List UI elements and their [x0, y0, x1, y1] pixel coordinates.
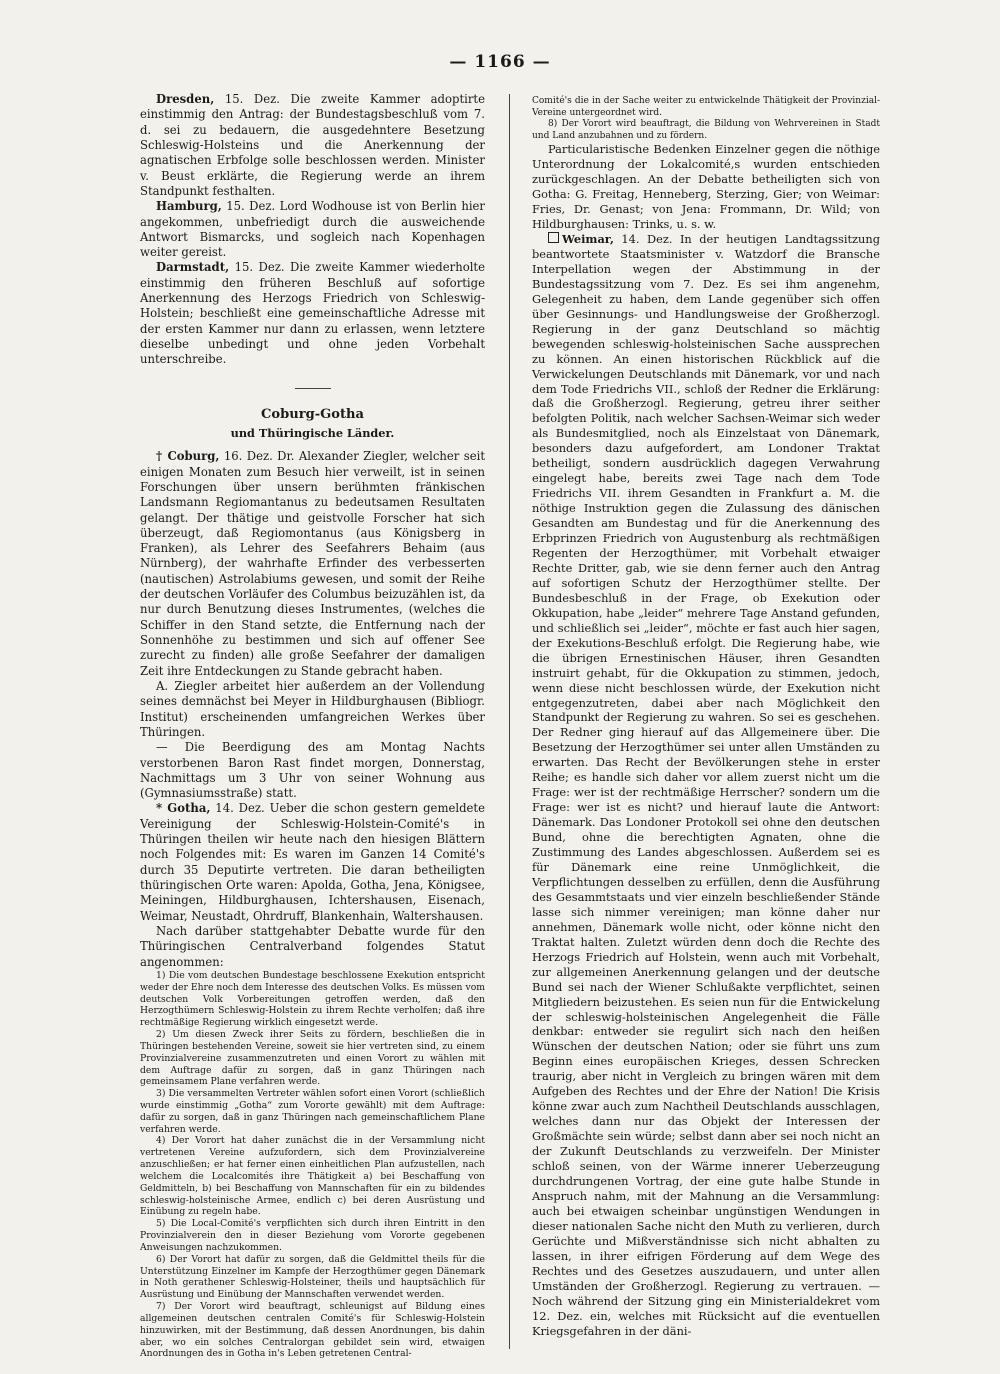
- dateline-dresden: Dresden,: [156, 92, 215, 106]
- statut-item-8: 8) Der Vorort wird beauftragt, die Bildung von Wehrvereinen in Stadt und Land anzubahnen und zu fördern.: [532, 119, 880, 141]
- dateline-darmstadt: Darmstadt,: [156, 260, 230, 275]
- statut-item-6: 6) Der Vorort hat dafür zu sorgen, daß die Geldmittel theils für die Unterstützung Einzelner im Kampfe der Herzogthümer gegen Dänemark in Noth gerathener Schleswig-Holsteiner, theils und hauptsächlich für Ausrüstung und Einübung der Mannschaften verwendet werden.: [140, 1253, 485, 1301]
- page-number: — 1166 —: [449, 52, 551, 72]
- article-coburg: [140, 449, 485, 679]
- dateline-hamburg: Hamburg,: [156, 199, 222, 214]
- statut-item-5: 5) Die Local-Comité's verpflichten sich durch ihren Eintritt in den Provinzialverein den in dieser Beziehung vom Vororte gegebenen Anweisungen nachzukommen.: [140, 1218, 485, 1253]
- statut-item-2: 2) Um diesen Zweck ihrer Seits zu fördern, beschließen die in Thüringen bestehenden Vereine, soweit sie hier vertreten sind, zu einem Provinzialvereine zusammenzutreten und einen Vorort zu wählen mit dem Auftrage dafür zu sorgen, daß in ganz Thüringen nach gemeinsamem Plane verfahren werde.: [140, 1029, 485, 1088]
- article-darmstadt-text: 15. Dez. Die zweite Kammer wiederholte einstimmig den früheren Beschluß auf sofortige Anerkennung des Herzogs Friedrich von Schleswig-Holstein; beschließt eine gemeinschaftliche Adresse mit der ersten Kammer nur dann zu erlassen, wenn letztere dieselbe unbedingt und ohne jeden Vorbehalt unterschreibe.: [140, 260, 485, 367]
- left-column: [140, 92, 485, 1360]
- section-divider: [295, 388, 331, 389]
- statut-item-7: 7) Der Vorort wird beauftragt, schleunigst auf Bildung eines allgemeinen deutschen centralen Comité's für Schleswig-Holstein hinzuwirken, mit der Bestimmung, daß dessen Anordnungen, bis dahin aber, wo ein solches Centralorgan gebildet sein wird, etwaigen Anordnungen des in Gotha in's Leben getretenen Central-: [140, 1301, 485, 1360]
- statut-item-1: 1) Die vom deutschen Bundestage beschlossene Exekution entspricht weder der Ehre noch dem Interesse des deutschen Volks. Es müssen vom deutschen Volk Vorbereitungen getroffen werden, daß den Herzogthümern Schleswig-Holstein zu ihrem Rechte verholfen; daß ihre rechtmäßige Regierung wirklich eingesetzt werde.: [140, 969, 485, 1029]
- dateline-weimar: Weimar,: [562, 231, 614, 246]
- section-subtitle: und Thüringische Länder.: [230, 425, 395, 440]
- dateline-gotha: * Gotha,: [156, 801, 211, 816]
- article-hamburg: [140, 199, 485, 260]
- article-statut-intro: Nach darüber stattgehabter Debatte wurde für den Thüringischen Centralverband folgendes Statut angenommen:: [140, 923, 485, 969]
- column-rule: [509, 94, 510, 1349]
- article-hamburg-text: 15. Dez. Lord Wodhouse ist von Berlin hier angekommen, unbefriedigt durch die ausweichende Antwort Bismarcks, und sogleich nach Kopenhagen weiter gereist.: [140, 199, 485, 260]
- article-gotha-text: 14. Dez. Ueber die schon gestern gemeldete Vereinigung der Schleswig-Holstein-Comité's in Thüringen theilen wir heute nach den hiesigen Blättern noch Folgendes mit: Es waren im Ganzen 14 Comité's durch 35 Deputirte vertreten. Die daran betheiligten thüringischen Orte waren: Apolda, Gotha, Jena, Königsee, Meiningen, Hildburghausen, Ichtershausen, Eisenach, Weimar, Neustadt, Ohrdruff, Blankenhain, Waltershausen.: [140, 801, 485, 923]
- article-weimar-text: 14. Dez. In der heutigen Landtagssitzung beantwortete Staatsminister v. Watzdorf die Bransche Interpellation wegen der Abstimmung in der Bundestagssitzung vom 7. Dez. Es sei ihm angenehm, Gelegenheit zu haben, dem Lande gegenüber sich offen über Gesinnungs- und Handlungsweise der Großherzogl. Regierung in der ganz Deutschland so mächtig bewegenden schleswig-holsteinischen Sache aussprechen zu können. An einen historischen Rückblick auf die Verwickelungen Deutschlands mit Dänemark, vor und nach dem Tode Friedrichs VII., schloß der Redner die Erklärung: daß die Großherzogl. Regierung, getreu ihrer seither befolgten Politik, nach welcher Sachsen-Weimar sich weder als Bundesmitglied, noch als Einzelstaat von Dänemark, besonders dazu aufgefordert, am Londoner Traktat betheiligt, sondern ausdrücklich dagegen Verwahrung eingelegt habe, bereits zwei Tage nach dem Tode Friedrichs VII. ihrem Gesandten in Frankfurt a. M. die nöthige Instruktion gegen die Zulassung des dänischen Gesandten am Bundestag und für die Anerkennung des Erbprinzen Friedrich von Augustenburg als rechtmäßigen Regenten der Herzogthümer, mit Vorbehalt etwaiger Rechte Dritter, gab, wie sie denn ferner auch den Antrag auf sofortigen Schutz der Herzogthümer stellte. Der Bundesbeschluß in der Frage, ob Exekution oder Okkupation, habe „leider“ mehrere Tage Anstand gefunden, und schließlich sei „leider“, möchte er fast auch hier sagen, der Exekutions-Beschluß erfolgt. Die Regierung habe, wie die übrigen Ernestinischen Häuser, ihren Gesandten instruirt gehabt, für die Okkupation zu stimmen, jedoch, wenn diese nicht beschlossen würde, der Exekution nicht entgegenzutreten, dabei aber nach Möglichkeit den Standpunkt der Regierung zu wahren. So sei es geschehen. Der Redner ging hierauf auf das Allgemeinere über. Die Besetzung der Herzogthümer sei unter allen Umständen zu erwarten. Das Recht der Bevölkerungen stehe in erster Reihe; es handle sich daher vor allem zuerst nicht um die Frage: wer ist der rechtmäßige Herrscher? sondern um die Frage: wer ist es nicht? und hierauf laute die Antwort: Dänemark. Das Londoner Protokoll sei ohne den deutschen Bund, ohne die berechtigten Agnaten, ohne die Zustimmung des Landes abgeschlossen. Außerdem sei es für Dänemark eine reine Unmöglichkeit, die Verpflichtungen desselben zu erfüllen, denn die Ausführung des Gesammtstaats und vier einzeln beschließender Stände lasse sich nimmer vereinigen; man könne daher nur annehmen, Dänemark wolle nicht, oder könne nicht den Traktat halten. Zuletzt würden denn doch die Rechte des Herzogs Friedrich auf Holstein, wenn auch mit Vorbehalt, zur allgemeinen Anerkennung gelangen und der deutsche Bund sei nach der Wiener Schlußakte verpflichtet, seinen Mitgliedern beizustehen. Es seien nun für die Entwickelung der schleswig-holsteinischen Angelegenheit die Fälle denkbar: entweder sie regulirt sich nach den heißen Wünschen der deutschen Nation; oder sie führt uns zum Beginn eines europäischen Krieges, dessen Schrecken traurig, aber nicht in Vergleich zu bringen wären mit dem Aufgeben des Rechtes und der Ehre der Nation! Die Krisis könne zwar auch zum Nachtheil Deutschlands ausschlagen, welches dann nur das Objekt der Interessen der Großmächte sein würde; selbst dann aber sei noch nicht an der Zukunft Deutschlands zu verzweifeln. Der Minister schloß seinen, von der Wärme innerer Ueberzeugung durchdrungenen Vortrag, der eine gute halbe Stunde in Anspruch nahm, mit der Mahnung an die Versammlung: auch bei etwaigen scheinbar ungünstigen Wendungen in dieser nationalen Sache nicht den Muth zu verlieren, durch Gerüchte und Mißverständnisse sich nicht abhalten zu lassen, in ihrer eifrigen Förderung auf dem Wege des Rechtes und des Gesetzes auszudauern, und unter allen Umständen der Großherzogl. Regierung zu vertrauen. — Noch während der Sitzung ging ein Ministerialdekret vom 12. Dez. ein, welches mit Rücksicht auf die eventuellen Kriegsgefahren in der däni-: [532, 231, 880, 1338]
- article-ziegler: A. Ziegler arbeitet hier außerdem an der Vollendung seines demnächst bei Meyer in Hildburghausen (Bibliogr. Institut) erscheinenden umfangreichen Werkes über Thüringen.: [140, 678, 485, 739]
- article-dresden: [140, 92, 485, 199]
- article-weimar: [532, 232, 880, 1339]
- article-darmstadt: [140, 260, 485, 367]
- right-column: [532, 96, 880, 1339]
- box-mark-icon: [548, 232, 559, 243]
- dateline-coburg: † Coburg,: [156, 449, 220, 464]
- article-gotha: [140, 801, 485, 924]
- statut-item-7-cont: Comité's die in der Sache weiter zu entwickelnde Thätigkeit der Provinzial-Vereine untergeordnet wird.: [532, 96, 880, 118]
- statut-item-3: 3) Die versammelten Vertreter wählen sofort einen Vorort (schließlich wurde einstimmig „Gotha“ zum Vororte gewählt) mit dem Auftrage: dafür zu sorgen, daß in ganz Thüringen nach gemeinschaftlichem Plane verfahren werde.: [140, 1088, 485, 1135]
- statut-item-4: 4) Der Vorort hat daher zunächst die in der Versammlung nicht vertretenen Vereine aufzufordern, sich dem Provinzialvereine anzuschließen; er hat ferner einen einheitlichen Plan aufzustellen, nach welchem die Localcomités ihre Thätigkeit a) bei Beschaffung von Geldmitteln, b) bei Beschaffung von Mannschaften für ein zu bildendes schleswig-holsteinische Armee, endlich c) bei deren Ausrüstung und Einübung zu regeln habe.: [140, 1135, 485, 1218]
- article-coburg-text: 16. Dez. Dr. Alexander Ziegler, welcher seit einigen Monaten zum Besuch hier verweilt, ist in seinen Forschungen über unsern berühmten fränkischen Landsmann Regiomantanus zu bedeutsamen Resultaten gelangt. Der thätige und geistvolle Forscher hat sich überzeugt, daß Regiomontanus (aus Königsberg in Franken), als Lehrer des Seefahrers Behaim (aus Nürnberg), der wahrhafte Erfinder des verbesserten (nautischen) Astrolabiums gewesen, und somit der Reihe der deutschen Vorläufer des Columbus beizuzählen ist, da nur durch Benutzung dieses Instrumentes, (welches die Schiffer in den Stand setzte, die Entfernung nach der Sonnenhöhe zu bestimmen und sich auf offener See zurecht zu finden) alle große Seefahrer der damaligen Zeit ihre Entdeckungen zu Stande gebracht haben.: [140, 449, 486, 678]
- article-dresden-text: 15. Dez. Die zweite Kammer adoptirte einstimmig den Antrag: der Bundestagsbeschluß vom 7. d. sei zu bedauern, die ausgedehntere Besetzung Schleswig-Holsteins und die Anerkennung der agnatischen Erbfolge solle beschlossen werden. Minister v. Beust erklärte, die Regierung werde an ihrem Standpunkt festhalten.: [140, 92, 486, 198]
- article-beerdigung: — Die Beerdigung des am Montag Nachts verstorbenen Baron Rast findet morgen, Donnerstag, Nachmittags um 3 Uhr von seiner Wohnung aus (Gymnasiumsstraße) statt.: [140, 740, 485, 801]
- article-debatte: Particularistische Bedenken Einzelner gegen die nöthige Unterordnung der Lokalcomité,s wurden entschieden zurückgeschlagen. An der Debatte betheiligten sich von Gotha: G. Freitag, Henneberg, Sterzing, Gier; von Weimar: Fries, Dr. Genast; von Jena: Frommann, Dr. Wild; von Hildburghausen: Trinks, u. s. w.: [532, 142, 880, 232]
- section-title: Coburg-Gotha: [261, 406, 364, 422]
